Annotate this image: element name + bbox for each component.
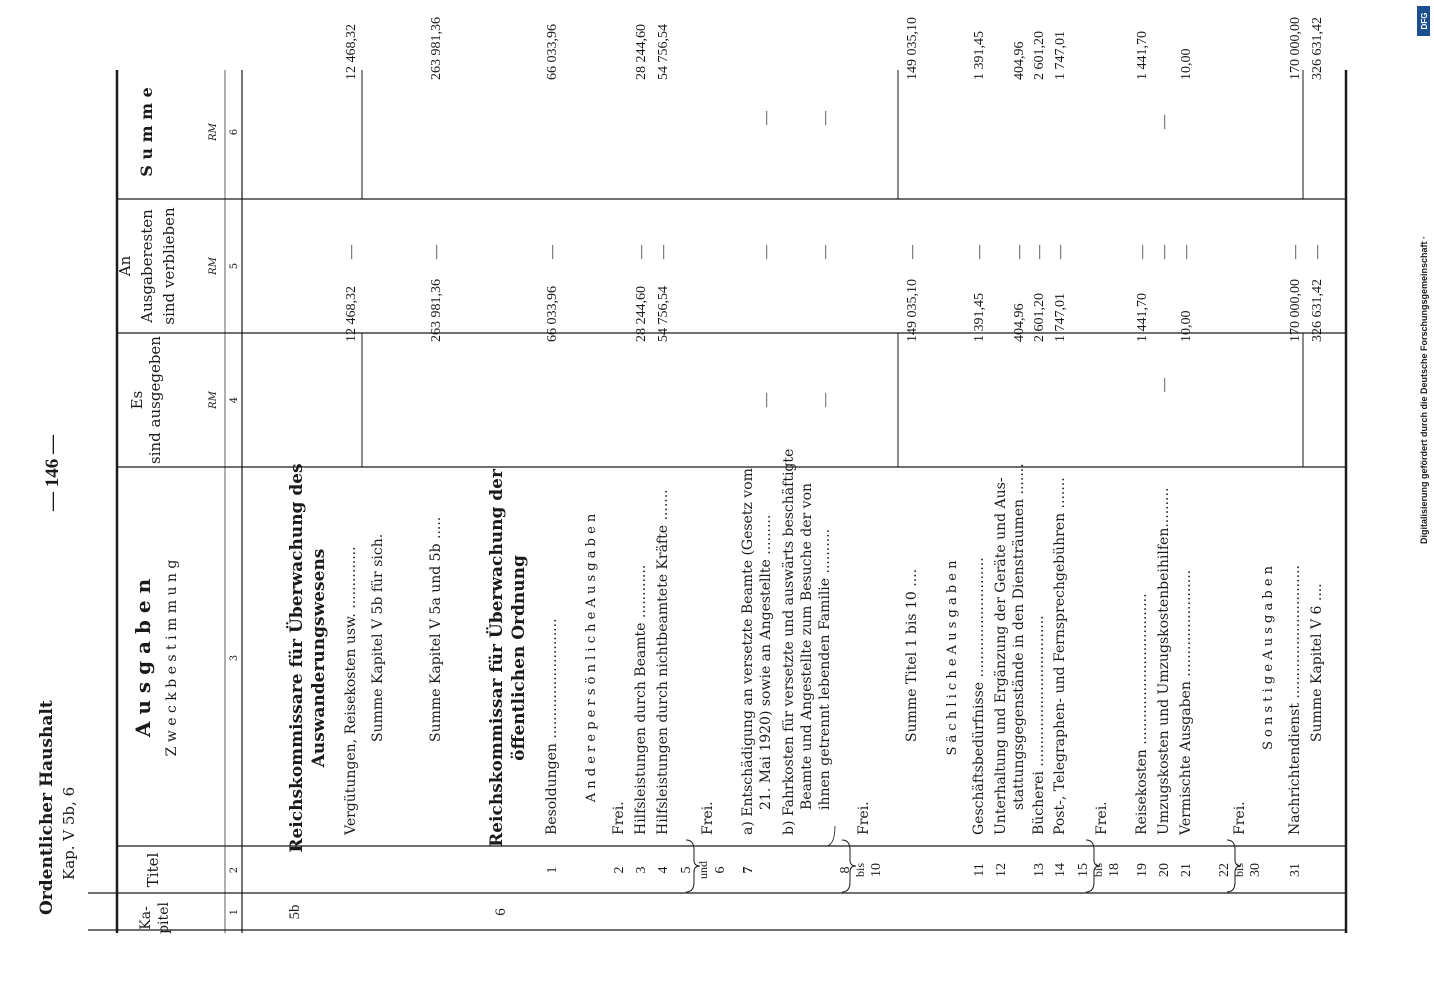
title-13-number: 13 — [1032, 863, 1047, 877]
title-12-sum: 404,96 — [1012, 41, 1027, 80]
col5-label-a: An — [116, 255, 134, 277]
col1-label-b: pitel — [156, 902, 172, 934]
title-8-10-number-a: 8 — [838, 866, 853, 874]
digitization-note — [1417, 6, 1430, 544]
title-20-spent: — — [1157, 378, 1172, 392]
col3-title: A u s g a b e n — [131, 578, 155, 738]
row-5b-rest: — — [344, 245, 359, 259]
title-7a-rest: — — [759, 245, 774, 259]
subheading-other: S o n s t i g e A u s g a b e n — [1261, 565, 1276, 751]
title-19-sum: 1 441,70 — [1135, 31, 1150, 80]
col3-number: 3 — [229, 654, 240, 662]
title-8-10-number-c: 10 — [869, 863, 884, 877]
title-5-6-number-a: 5 — [679, 866, 694, 874]
row-5b-spent: 12 468,32 — [344, 286, 359, 342]
title-20-text: Umzugskosten und Umzugskostenbeihilfen......... — [1156, 487, 1172, 835]
title-1-text: Besoldungen ........................... — [544, 618, 560, 835]
col5-label-b: Ausgaberesten — [138, 209, 156, 323]
col4-unit: RM — [208, 391, 219, 409]
title-21-sum: 10,00 — [1179, 48, 1194, 80]
title-20-number: 20 — [1157, 863, 1172, 877]
heading-6-line2: öffentlichen Ordnung — [509, 555, 529, 761]
dfg-logo: DFG — [1420, 12, 1429, 30]
title-2-text: Frei. — [611, 801, 627, 835]
title-4-sum: 54 756,54 — [656, 24, 671, 80]
title-7b-line2: Beamte und Angestellte zum Besuche der von — [799, 482, 815, 810]
title-13-text: Bücherei .................................. — [1031, 615, 1047, 835]
table-body — [286, 17, 1325, 920]
title-15-18-number-b: bis — [1091, 862, 1105, 878]
title-1-sum: 66 033,96 — [545, 24, 560, 80]
col3-subtitle: Z w e c k b e s t i m m u n g — [164, 559, 180, 757]
title-3-rest: — — [634, 245, 649, 259]
title-13-sum: 2 601,20 — [1032, 31, 1047, 80]
title-31-spent: 170 000,00 — [1288, 279, 1303, 342]
running-head-subtitle: Kap. V 5b, 6 — [60, 786, 78, 880]
title-20-sum: — — [1157, 115, 1172, 129]
col4-label-b: sind ausgegeben — [146, 336, 164, 464]
sum-kap-v6-sum: 326 631,42 — [1310, 17, 1325, 80]
title-7a-spent: — — [759, 393, 774, 407]
sum-titles-1-10-rest: — — [905, 245, 920, 259]
title-22-30-number-a: 22 — [1217, 863, 1232, 877]
title-20-rest: — — [1157, 245, 1172, 259]
title-13-spent: 2 601,20 — [1032, 293, 1047, 342]
col2-number: 2 — [229, 866, 240, 874]
row-5b-text: Vergütungen, Reisekosten usw. .............. — [343, 546, 359, 835]
title-4-rest: — — [656, 245, 671, 259]
title-11-rest: — — [972, 245, 987, 259]
running-head — [37, 700, 78, 915]
sum-kap-v6-rest: — — [1310, 245, 1325, 259]
title-15-18-text: Frei. — [1094, 801, 1110, 835]
title-14-spent: 1 747,01 — [1053, 293, 1068, 342]
title-5-6-number-b: und — [696, 861, 710, 879]
title-14-text: Post-, Telegraphen- und Fernsprechgebühren ....... — [1052, 477, 1068, 835]
page-number: — 146 — — [42, 435, 63, 511]
title-31-sum: 170 000,00 — [1288, 17, 1303, 80]
sum-kap-v6-spent: 326 631,42 — [1310, 279, 1325, 342]
title-7b-line1: b) Fahrkosten für versetzte und auswärts beschäftigte — [781, 448, 797, 835]
digitization-note-text: Digitalisierung gefördert durch die Deutsche Forschungsgemeinschaft · — [1419, 235, 1429, 545]
sum-5a-5b-sum: 263 981,36 — [429, 17, 444, 80]
title-12-line1: Unterhaltung und Ergänzung der Geräte und Aus- — [993, 477, 1009, 835]
col5-unit: RM — [208, 257, 219, 275]
chapter-6: 6 — [493, 908, 509, 916]
title-12-spent: 404,96 — [1012, 303, 1027, 342]
subheading-personal: A n d e r e p e r s ö n l i c h e A u s g a b e n — [584, 513, 599, 803]
title-31-rest: — — [1288, 245, 1303, 259]
title-12-number: 12 — [994, 863, 1009, 877]
title-21-text: Vermischte Ausgaben ........................ — [1178, 569, 1194, 835]
title-3-text: Hilfsleistungen durch Beamte ............ — [633, 564, 649, 835]
title-7a-line1: a) Entschädigung an versetzte Beamte (Gesetz vom — [740, 468, 756, 835]
col6-label: S u m m e — [137, 87, 156, 177]
col4-label-a: Es — [128, 390, 146, 410]
col5-label-c: sind verblieben — [160, 207, 178, 325]
sum-kap-v6: Summe Kapitel V 6 .... — [1309, 583, 1325, 742]
title-7b-spent: — — [818, 393, 833, 407]
title-3-spent: 28 244,60 — [634, 286, 649, 342]
title-8-10-number-b: bis — [853, 862, 867, 878]
title-19-rest: — — [1135, 245, 1150, 259]
title-2-number: 2 — [612, 866, 627, 874]
title-31-text: Nachrichtendienst .............................. — [1287, 565, 1303, 835]
title-3-sum: 28 244,60 — [634, 24, 649, 80]
title-11-text: Geschäftsbedürfnisse ........................... — [971, 557, 987, 835]
title-12-line2: stattungsgegenstände in den Diensträumen ....... — [1011, 463, 1027, 810]
title-7b-line3: ihnen getrennt lebenden Familie .......... — [817, 528, 833, 810]
row-5b-sum: 12 468,32 — [344, 24, 359, 80]
title-7-number: 7 — [741, 866, 756, 874]
title-1-spent: 66 033,96 — [545, 286, 560, 342]
title-14-number: 14 — [1053, 863, 1068, 877]
title-4-spent: 54 756,54 — [656, 286, 671, 342]
title-7a-sum: — — [759, 111, 774, 125]
title-22-30-number-b: bis — [1232, 862, 1246, 878]
title-13-rest: — — [1032, 245, 1047, 259]
sum-titles-1-10-spent: 149 035,10 — [905, 279, 920, 342]
title-1-rest: — — [545, 245, 560, 259]
title-1-number: 1 — [545, 866, 560, 874]
col1-number: 1 — [229, 908, 240, 916]
col4-number: 4 — [229, 396, 240, 404]
running-head-title: Ordentlicher Haushalt — [37, 700, 57, 915]
sum-titles-1-10-sum: 149 035,10 — [905, 17, 920, 80]
title-4-text: Hilfsleistungen durch nichtbeamtete Kräfte ....... — [655, 489, 671, 835]
title-19-number: 19 — [1135, 863, 1150, 877]
title-11-spent: 1 391,45 — [972, 293, 987, 342]
title-21-number: 21 — [1179, 863, 1194, 877]
title-12-rest: — — [1012, 245, 1027, 259]
title-21-rest: — — [1179, 245, 1194, 259]
title-19-text: Reisekosten .................................. — [1134, 593, 1150, 835]
title-22-30-text: Frei. — [1232, 801, 1248, 835]
subheading-material: S ä c h l i c h e A u s g a b e n — [945, 560, 960, 756]
title-5-6-number-c: 6 — [713, 866, 728, 874]
title-19-spent: 1 441,70 — [1135, 293, 1150, 342]
sum-5a-5b: Summe Kapitel V 5a und 5b ..... — [428, 516, 444, 742]
title-5-6-text: Frei. — [700, 801, 716, 835]
chapter-5b: 5b — [287, 904, 303, 920]
title-3-number: 3 — [634, 866, 649, 874]
sum-titles-1-10: Summe Titel 1 bis 10 .... — [904, 568, 920, 742]
title-11-sum: 1 391,45 — [972, 31, 987, 80]
heading-6-line1: Reichskommissar für Überwachung der — [487, 469, 507, 847]
sum-5a-5b-rest: — — [429, 245, 444, 259]
title-14-rest: — — [1053, 245, 1068, 259]
title-11-number: 11 — [972, 863, 987, 877]
title-4-number: 4 — [656, 866, 671, 874]
heading-5b-line1: Reichskommissare für Überwachung des — [287, 463, 307, 853]
title-15-18-number-a: 15 — [1076, 863, 1091, 877]
title-7b-sum: — — [818, 111, 833, 125]
col6-unit: RM — [208, 123, 219, 141]
title-8-10-text: Frei. — [856, 801, 872, 835]
title-31-number: 31 — [1288, 863, 1303, 877]
col2-label: Titel — [144, 852, 162, 888]
title-22-30-number-c: 30 — [1248, 863, 1263, 877]
col1-label-a: Ka- — [138, 906, 154, 930]
heading-5b-line2: Auswanderungswesens — [309, 548, 329, 768]
sum-5a-5b-spent: 263 981,36 — [429, 279, 444, 342]
title-21-spent: 10,00 — [1179, 310, 1194, 342]
column-headers — [116, 87, 240, 934]
title-14-sum: 1 747,01 — [1053, 31, 1068, 80]
col6-number: 6 — [229, 128, 240, 136]
title-15-18-number-c: 18 — [1107, 863, 1122, 877]
title-7b-rest: — — [818, 245, 833, 259]
sum-kap-5b: Summe Kapitel V 5b für sich. — [370, 533, 386, 742]
title-7a-line2: 21. Mai 1920) sowie an Angestellte ......... — [758, 514, 774, 810]
col5-number: 5 — [229, 262, 240, 270]
